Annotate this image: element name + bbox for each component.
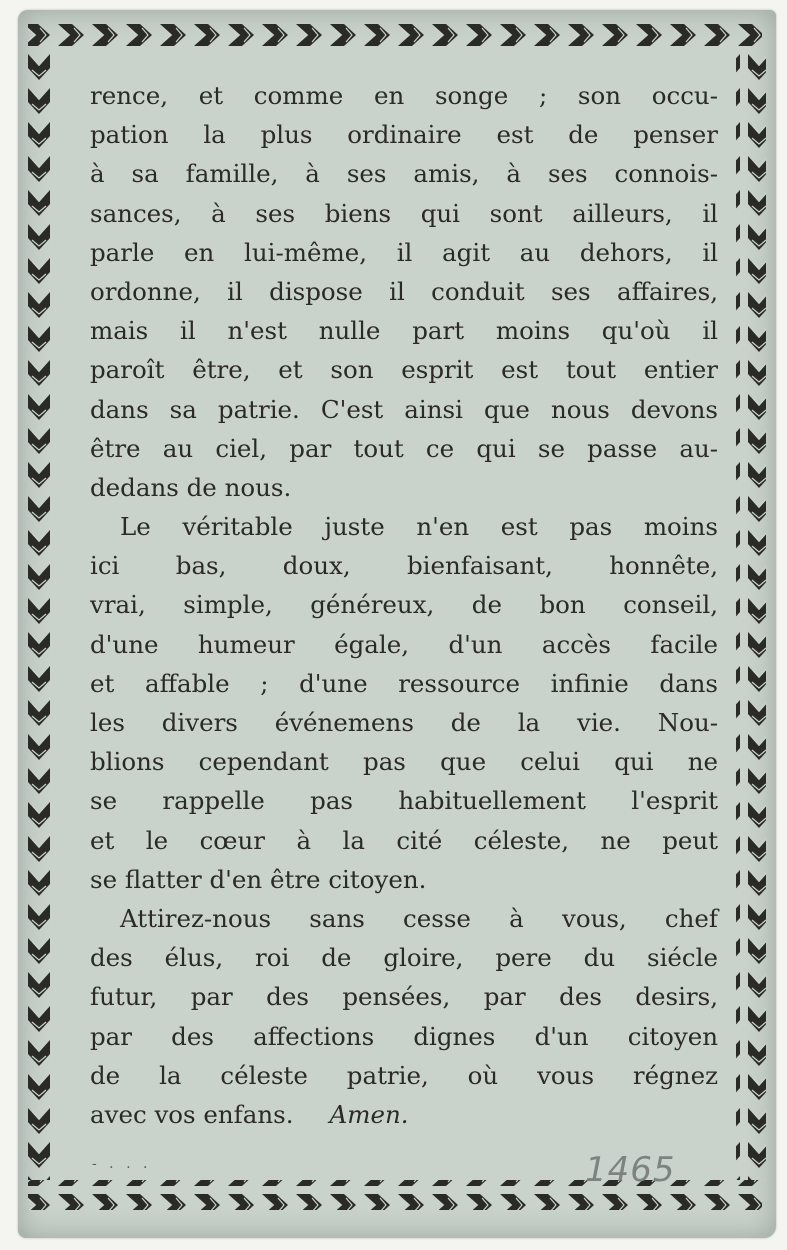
text-line: par des affections dignes d'un citoyen: [90, 1021, 718, 1051]
text-line: ici bas, doux, bienfaisant, honnête,: [90, 551, 718, 581]
text-line: à sa famille, à ses amis, à ses connois-: [90, 159, 718, 189]
text-line: rence, et comme en songe ; son occu-: [90, 81, 718, 110]
text-line: de la céleste patrie, où vous régnez: [90, 1060, 718, 1090]
text-line: blions cependant pas que celui qui ne: [90, 747, 718, 777]
text-line: et affable ; d'une ressource infinie dans: [90, 668, 718, 698]
text-line: dans sa patrie. C'est ainsi que nous devons: [90, 394, 718, 424]
text-line: parle en lui-même, il agit au dehors, il: [90, 237, 718, 267]
closing-line: [90, 1095, 718, 1134]
text-line: se flatter d'en être citoyen.: [90, 864, 427, 894]
text-line: d'une humeur égale, d'un accès facile: [90, 629, 718, 659]
border-top: [28, 20, 762, 50]
text-line: dedans de nous.: [90, 472, 292, 502]
text-line: vrai, simple, généreux, de bon conseil,: [90, 590, 718, 620]
text-line: ordonne, il dispose il conduit ses affaires,: [90, 276, 718, 306]
text-line: et le cœur à la cité céleste, ne peut: [90, 825, 718, 855]
text-line: se rappelle pas habituellement l'esprit: [90, 786, 718, 816]
paragraph-start: Attirez-nous sans cesse à vous, chef: [120, 903, 718, 933]
border-left: [24, 50, 54, 1180]
printed-text: [90, 76, 718, 1134]
border-right: [736, 50, 766, 1180]
bleed-through-marks: - . . .: [92, 1156, 152, 1172]
text-line: sances, à ses biens qui sont ailleurs, il: [90, 198, 718, 228]
closing-text: avec vos enfans.: [90, 1099, 294, 1129]
text-line: des élus, roi de gloire, pere du siécle: [90, 943, 718, 973]
handwritten-inventory-number: 1465: [585, 1150, 676, 1190]
text-line: mais il n'est nulle part moins qu'où il: [90, 316, 718, 346]
text-line: les divers événemens de la vie. Nou-: [90, 708, 718, 737]
text-line: être au ciel, par tout ce qui se passe au-: [90, 433, 718, 463]
text-line: pation la plus ordinaire est de penser: [90, 120, 718, 150]
amen-text: Amen.: [329, 1099, 409, 1129]
paragraph-start: Le véritable juste n'en est pas moins: [120, 512, 718, 542]
text-line: paroît être, et son esprit est tout entier: [90, 355, 718, 385]
text-line: futur, par des pensées, par des desirs,: [90, 982, 718, 1012]
